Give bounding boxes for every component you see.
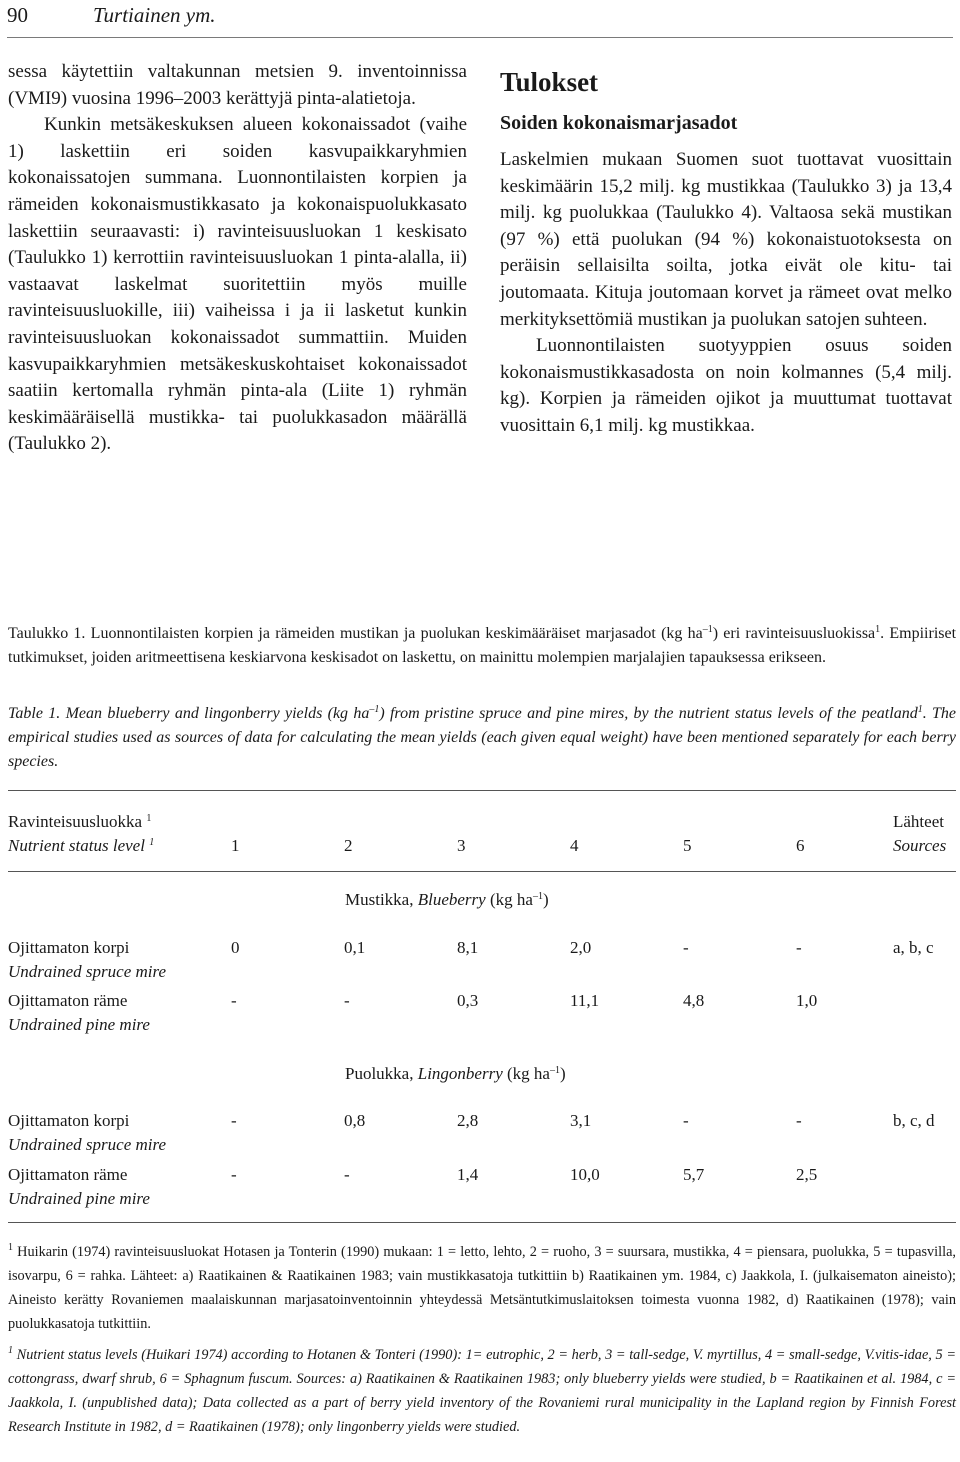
table-cell: - (231, 1165, 237, 1184)
table-footnote-fi (8, 1240, 956, 1336)
sources-cell: b, c, d (893, 1111, 935, 1130)
table-cell: 1,0 (796, 991, 818, 1010)
table-cell: 2,8 (457, 1111, 479, 1130)
caption-text: Luonnontilaisten korpien ja rämeiden mustikan ja puolukan keskimääräiset marjasadot (kg ha (90, 625, 703, 642)
table-cell: 5,7 (683, 1165, 705, 1184)
table-header-en: Nutrient status level $^1$ (8, 836, 155, 855)
table-cell: 0,1 (344, 938, 366, 957)
table-cell: 11,1 (570, 991, 600, 1010)
table-cell: - (231, 991, 237, 1010)
running-title: Turtiainen ym. (93, 3, 216, 27)
caption-text: ) eri ravinteisuusluokissa (712, 625, 876, 642)
level-header: 6 (796, 836, 805, 855)
row-label-fi: Ojittamaton räme (8, 1165, 128, 1184)
table-top-rule (8, 790, 956, 791)
row-label-en: Undrained spruce mire (8, 1135, 167, 1154)
right-column (500, 59, 952, 440)
level-header: 2 (344, 836, 353, 855)
table-cell: - (344, 991, 350, 1010)
row-label-en: Undrained spruce mire (8, 962, 167, 981)
table-cell: 0,8 (344, 1111, 366, 1130)
paragraph: Luonnontilaisten suotyyppien osuus soiden kokonaismustikkasadosta on noin kolmannes (5,4 milj. kg). Korpien ja rämeiden ojikot ja muuttumat tuottavat vuosittain 6,1 milj. kg mustikkaa. (500, 335, 952, 436)
table-cell: - (683, 1111, 689, 1130)
table-cell: - (796, 1111, 802, 1130)
table-cell: - (344, 1165, 350, 1184)
footnote-text: Huikarin (1974) ravinteisuusluokat Hotasen ja Tonterin (1990) mukaan: 1 = letto, lehto, 2 = ruoho, 3 = suursara, mustikka, 4 = piensara, puolukka, 5 = tupasvilla, isovarpu, 6 = rahka. Lähteet: a) Raatikainen & Raatikainen 1983; vain mustikkasatoja tutkittiin b) Raatikainen ym. 1984, c) Jaakkola, I. (julkaisematon aineisto); Aineisto kerätty Rovaniemen maalaiskunnan marjasatoinventoinnin yhteydessä Metsäntutkimuslaitoksen toimesta vuonna 1982, d) Raatikainen (1978); vain puolukkasatoja tutkittiin. (8, 1244, 956, 1332)
row-label-fi: Ojittamaton korpi (8, 1111, 130, 1130)
running-header (7, 2, 947, 28)
table-bottom-rule (8, 1222, 956, 1223)
blueberry-section-header: Mustikka, Blueberry (kg $ha^{-1}$) (345, 890, 549, 909)
row-label-fi: Ojittamaton korpi (8, 938, 130, 957)
table-caption-fi (8, 622, 956, 670)
row-label-fi: Ojittamaton räme (8, 991, 128, 1010)
caption-text: ) from pristine spruce and pine mires, by the nutrient status levels of the peatland (379, 705, 918, 722)
superscript: –1 (702, 624, 713, 635)
table-caption-en (8, 702, 956, 774)
superscript: 1 (917, 704, 923, 715)
page-number: 90 (7, 3, 28, 27)
left-column (8, 59, 467, 458)
paragraph: sessa käytettiin valtakunnan metsien 9. inventoinnissa (VMI9) vuosina 1996–2003 kerättyjä pinta-alatietoja. (8, 61, 467, 109)
superscript: –1 (369, 704, 380, 715)
section-title: Tulokset (500, 67, 599, 97)
table-cell: - (683, 938, 689, 957)
paragraph: Kunkin metsäkeskuksen alueen kokonaissadot (vaihe 1) laskettiin eri soiden kasvupaikkaryhmien kokonaissatojen summana. Luonnontilaisten korpien ja rämeiden kokonaismustikkasato ja kokonaispuolukkasato laskettiin seuraavasti: i) ravinteisuusluokan 1 keskisato (Taulukko 1) kerrottiin ravinteisuusluokan 1 pinta-alalla, ii) vastaavat laskelmat suoritettiin myös muille ravinteisuusluokille, iii) vaiheissa i ja ii lasketut kunkin ravinteisuusluokan kokonaissadot summattiin. Muiden kasvupaikkaryhmien metsäkeskuskohtaiset kokonaissadot saatiin kertomalla ryhmän pinta-ala (Liite 1) ryhmän keskimääräisellä mustikka- tai puolukkasadon määrällä (Taulukko 2). (8, 114, 467, 455)
level-header: 4 (570, 836, 579, 855)
table-cell: 10,0 (570, 1165, 600, 1184)
table-cell: - (796, 938, 802, 957)
level-header: 3 (457, 836, 466, 855)
sources-cell: a, b, c (893, 938, 934, 957)
sources-header-fi: Lähteet (893, 812, 944, 831)
footnote-mark: 1 (8, 1242, 13, 1253)
table-cell: 0,3 (457, 991, 479, 1010)
row-label-en: Undrained pine mire (8, 1189, 150, 1208)
table-footnote-en (8, 1343, 956, 1439)
level-header: 1 (231, 836, 240, 855)
table-cell: 2,0 (570, 938, 592, 957)
sources-header-en: Sources (893, 836, 947, 855)
caption-text: Mean blueberry and lingonberry yields (kg ha (65, 705, 370, 722)
caption-label: Table 1. (8, 705, 61, 722)
footnote-mark: 1 (8, 1345, 13, 1356)
table-header-rule (8, 871, 956, 872)
table-header-fi: Ravinteisuusluokka $^1$ (8, 812, 152, 831)
paragraph: Laskelmien mukaan Suomen suot tuottavat vuosittain keskimäärin 15,2 milj. kg mustikkaa (Taulukko 3) ja 13,4 milj. kg puolukkaa (Taulukko 4). Valtaosa sekä mustikan (97 %) että puolukan (94 %) kokonaistuotoksesta on peräisin sellaisilta soilta, jotka eivät ole kitu- tai joutomaata. Kituja joutomaan korvet ja rämeet ovat melko merkityksettömiä mustikan ja puolukan satojen suhteen. (500, 149, 952, 330)
level-header: 5 (683, 836, 692, 855)
subsection-title: Soiden kokonaismarjasadot (500, 112, 738, 134)
footnote-text: Nutrient status levels (Huikari 1974) according to Hotanen & Tonteri (1990): 1= eutrophic, 2 = herb, 3 = tall-sedge, V. myrtillus, 4 = small-sedge, V.vitis-idae, 5 = cottongrass, dwarf shrub, 6 = Sphagnum fuscum. Sources: a) Raatikainen & Raatikainen 1983; only blueberry yields were studied, b = Raatikainen et al. 1984, c = Jaakkola, I. (unpublished data); Data collected as a part of berry yield inventory of the Rovaniemi rural municipality in the Lapland region by Finnish Forest Research Institute in 1982, d = Raatikainen (1978); only lingonberry yields were studied. (8, 1347, 956, 1435)
table-cell: 2,5 (796, 1165, 818, 1184)
table-cell: 1,4 (457, 1165, 479, 1184)
table-cell: 8,1 (457, 938, 479, 957)
caption-text: . The empirical studies used as sources of data for calculating the mean yields (each given equal weight) have been mentioned separately for each berry species. (8, 705, 957, 770)
lingonberry-section-header: Puolukka, Lingonberry (kg $ha^{-1}$) (345, 1064, 566, 1083)
caption-text: . Empiiriset tutkimukset, joiden aritmeettisena keskiarvona keskisadot on laskettu, on mainittu molempien marjalajien tapauksessa erikseen. (8, 625, 957, 666)
superscript: 1 (875, 624, 881, 635)
row-label-en: Undrained pine mire (8, 1015, 150, 1034)
table-cell: - (231, 1111, 237, 1130)
caption-label: Taulukko 1. (8, 625, 86, 642)
table-cell: 4,8 (683, 991, 705, 1010)
table-cell: 0 (231, 938, 240, 957)
header-rule (7, 37, 953, 38)
table-cell: 3,1 (570, 1111, 592, 1130)
